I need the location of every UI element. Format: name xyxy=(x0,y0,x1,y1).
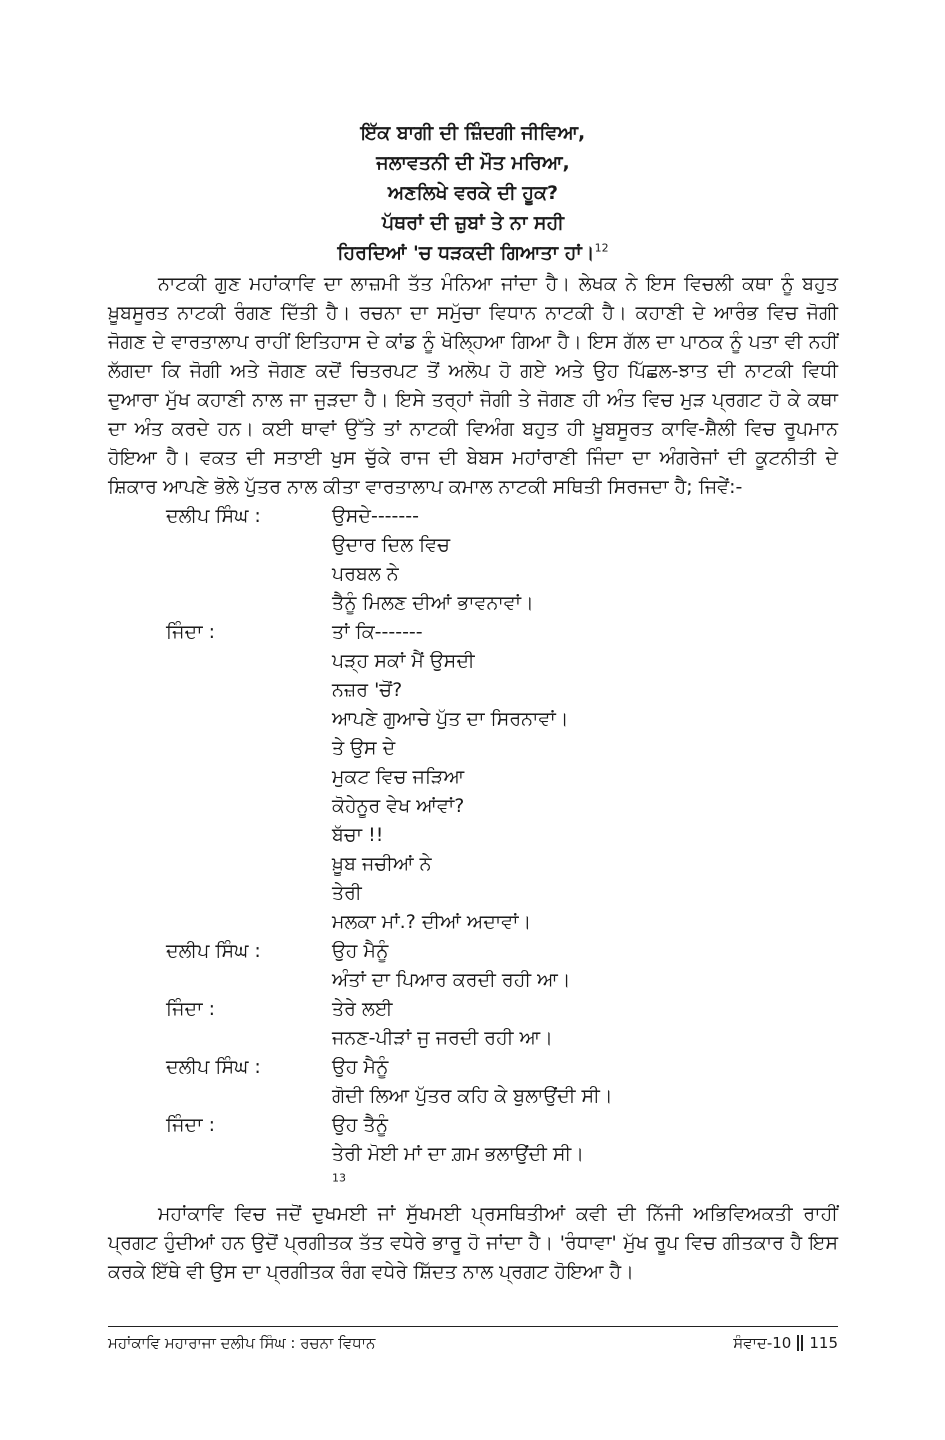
dialogue-line: ਤੇਰੇ ਲਈ xyxy=(332,998,393,1020)
dialogue xyxy=(108,502,838,1198)
running-title: ਮਹਾਂਕਾਵਿ ਮਹਾਰਾਜਾ ਦਲੀਪ ਸਿੰਘ : ਰਚਨਾ ਵਿਧਾਨ xyxy=(108,1334,376,1352)
dialogue-line: ਤੇਰੀ ਮੋਈ ਮਾਂ ਦਾ ਗ਼ਮ ਭਲਾਉਂਦੀ ਸੀ। xyxy=(332,1143,585,1165)
dialogue-turn xyxy=(108,937,838,995)
paragraph: ਮਹਾਂਕਾਵਿ ਵਿਚ ਜਦੋਂ ਦੁਖਮਈ ਜਾਂ ਸੁੱਖਮਈ ਪ੍ਰਸਥਿਤੀਆਂ ਕਵੀ ਦੀ ਨਿੱਜੀ ਅਭਿਵਿਅਕਤੀ ਰਾਹੀਂ ਪ੍ਰਗਟ ਹੁੰਦੀਆਂ ਹਨ ਉਦੋਂ ਪ੍ਰਗੀਤਕ ਤੱਤ ਵਧੇਰੇ ਭਾਰੂ ਹੋ ਜਾਂਦਾ ਹੈ। 'ਰੰਧਾਵਾ' ਮੁੱਖ ਰੂਪ ਵਿਚ ਗੀਤਕਾਰ ਹੈ ਇਸ ਕਰਕੇ ਇੱਥੇ ਵੀ ਉਸ ਦਾ ਪ੍ਰਗੀਤਕ ਰੰਗ ਵਧੇਰੇ ਸ਼ਿੱਦਤ ਨਾਲ ਪ੍ਰਗਟ ਹੋਇਆ ਹੈ। xyxy=(108,1203,838,1283)
dialogue-line: ਤੈਨੂੰ ਮਿਲਣ ਦੀਆਂ ਭਾਵਨਾਵਾਂ। xyxy=(332,592,534,614)
footnote-marker: 13 xyxy=(332,1171,346,1185)
paragraph: ਨਾਟਕੀ ਗੁਣ ਮਹਾਂਕਾਵਿ ਦਾ ਲਾਜ਼ਮੀ ਤੱਤ ਮੰਨਿਆ ਜਾਂਦਾ ਹੈ। ਲੇਖਕ ਨੇ ਇਸ ਵਿਚਲੀ ਕਥਾ ਨੂੰ ਬਹੁਤ ਖ਼ੂਬਸੂਰਤ ਨਾਟਕੀ ਰੰਗਣ ਦਿੱਤੀ ਹੈ। ਰਚਨਾ ਦਾ ਸਮੁੱਚਾ ਵਿਧਾਨ ਨਾਟਕੀ ਹੈ। ਕਹਾਣੀ ਦੇ ਆਰੰਭ ਵਿਚ ਜੋਗੀ ਜੋਗਣ ਦੇ ਵਾਰਤਾਲਾਪ ਰਾਹੀਂ ਇਤਿਹਾਸ ਦੇ ਕਾਂਡ ਨੂੰ ਖੋਲ੍ਹਿਆ ਗਿਆ ਹੈ। ਇਸ ਗੱਲ ਦਾ ਪਾਠਕ ਨੂੰ ਪਤਾ ਵੀ ਨਹੀਂ ਲੱਗਦਾ ਕਿ ਜੋਗੀ ਅਤੇ ਜੋਗਣ ਕਦੋਂ ਚਿਤਰਪਟ ਤੋਂ ਅਲੋਪ ਹੋ ਗਏ ਅਤੇ ਉਹ ਪਿੱਛਲ-ਝਾਤ ਦੀ ਨਾਟਕੀ ਵਿਧੀ ਦੁਆਰਾ ਮੁੱਖ ਕਹਾਣੀ ਨਾਲ ਜਾ ਜੁੜਦਾ ਹੈ। ਇਸੇ ਤਰ੍ਹਾਂ ਜੋਗੀ ਤੇ ਜੋਗਣ ਹੀ ਅੰਤ ਵਿਚ ਮੁੜ ਪ੍ਰਗਟ ਹੋ ਕੇ ਕਥਾ ਦਾ ਅੰਤ ਕਰਦੇ ਹਨ। ਕਈ ਥਾਵਾਂ ਉੱਤੇ ਤਾਂ ਨਾਟਕੀ ਵਿਅੰਗ ਬਹੁਤ ਹੀ ਖ਼ੂਬਸੂਰਤ ਕਾਵਿ-ਸ਼ੈਲੀ ਵਿਚ ਰੂਪਮਾਨ ਹੋਇਆ ਹੈ। ਵਕਤ ਦੀ ਸਤਾਈ ਖੁਸ ਚੁੱਕੇ ਰਾਜ ਦੀ ਬੇਬਸ ਮਹਾਂਰਾਣੀ ਜਿੰਦਾ ਦਾ ਅੰਗਰੇਜਾਂ ਦੀ ਕੂਟਨੀਤੀ ਦੇ ਸ਼ਿਕਾਰ ਆਪਣੇ ਭੋਲੇ ਪੁੱਤਰ ਨਾਲ ਕੀਤਾ ਵਾਰਤਾਲਾਪ ਕਮਾਲ ਨਾਟਕੀ ਸਥਿਤੀ ਸਿਰਜਦਾ ਹੈ; ਜਿਵੇਂ:- xyxy=(108,273,838,498)
speaker: ਜਿੰਦਾ : xyxy=(166,1114,215,1136)
dialogue-line: ਉਹ ਮੈਨੂੰ xyxy=(332,940,389,962)
footnote-marker: 12 xyxy=(594,241,609,255)
page-body xyxy=(108,118,838,1287)
page-footer xyxy=(108,1326,838,1355)
dialogue-line-last xyxy=(332,1140,838,1198)
dialogue-line: ਤਾਂ ਕਿ------- xyxy=(332,621,423,643)
folio xyxy=(733,1331,838,1355)
poem-line-last xyxy=(108,238,838,268)
dialogue-line: ਮਲਕਾ ਮਾਂ.? ਦੀਆਂ ਅਦਾਵਾਂ। xyxy=(332,911,532,933)
speaker: ਦਲੀਪ ਸਿੰਘ : xyxy=(166,1056,261,1078)
poem-line: ਪੱਥਰਾਂ ਦੀ ਜ਼ੁਬਾਂ ਤੇ ਨਾ ਸਹੀ xyxy=(382,212,564,234)
speaker: ਦਲੀਪ ਸਿੰਘ : xyxy=(166,940,261,962)
dialogue-line: ਮੁਕਟ ਵਿਚ ਜੜਿਆ xyxy=(332,766,465,788)
speaker: ਜਿੰਦਾ : xyxy=(166,621,215,643)
dialogue-line: ਆਪਣੇ ਗੁਆਚੇ ਪੁੱਤ ਦਾ ਸਿਰਨਾਵਾਂ। xyxy=(332,708,569,730)
poem-line: ਇੱਕ ਬਾਗੀ ਦੀ ਜ਼ਿੰਦਗੀ ਜੀਵਿਆ, xyxy=(360,122,586,144)
dialogue-line: ਤੇ ਉਸ ਦੇ xyxy=(332,737,396,759)
speaker: ਜਿੰਦਾ : xyxy=(166,998,215,1020)
dialogue-line: ਪਰਬਲ ਨੇ xyxy=(332,563,399,585)
poem-line: ਜਲਾਵਤਨੀ ਦੀ ਮੌਤ ਮਰਿਆ, xyxy=(376,152,570,174)
journal-name: ਸੰਵਾਦ-10 xyxy=(733,1334,792,1352)
dialogue-line: ਤੇਰੀ xyxy=(332,882,362,904)
page-number: 115 xyxy=(809,1334,838,1352)
dialogue-line: ਖ਼ੂਬ ਜਚੀਆਂ ਨੇ xyxy=(332,853,432,875)
dialogue-line: ਉਦਾਰ ਦਿਲ ਵਿਚ xyxy=(332,534,450,556)
dialogue-line: ਬੱਚਾ !! xyxy=(332,824,384,846)
dialogue-turn xyxy=(108,502,838,618)
epigraph-poem xyxy=(108,118,838,268)
dialogue-line: ਨਜ਼ਰ 'ਚੋਂ? xyxy=(332,679,403,701)
separator-bars-icon xyxy=(797,1335,803,1351)
dialogue-line: ਪੜ੍ਹ ਸਕਾਂ ਮੈਂ ਉਸਦੀ xyxy=(332,650,475,672)
dialogue-line: ਕੋਹੇਨੂਰ ਵੇਖ ਆਂਵਾਂ? xyxy=(332,795,465,817)
dialogue-line: ਜਨਣ-ਪੀੜਾਂ ਜੁ ਜਰਦੀ ਰਹੀ ਆ। xyxy=(332,1027,553,1049)
dialogue-turn xyxy=(108,995,838,1053)
dialogue-line: ਉਹ ਮੈਨੂੰ xyxy=(332,1056,389,1078)
poem-line: ਹਿਰਦਿਆਂ 'ਚ ਧੜਕਦੀ ਗਿਆਤਾ ਹਾਂ। xyxy=(337,242,595,264)
speaker: ਦਲੀਪ ਸਿੰਘ : xyxy=(166,505,261,527)
dialogue-line: ਗੋਦੀ ਲਿਆ ਪੁੱਤਰ ਕਹਿ ਕੇ ਬੁਲਾਉਂਦੀ ਸੀ। xyxy=(332,1085,613,1107)
dialogue-turn xyxy=(108,618,838,937)
dialogue-line: ਉਸਦੇ------- xyxy=(332,505,419,527)
dialogue-turn xyxy=(108,1053,838,1111)
poem-line: ਅਣਲਿਖੇ ਵਰਕੇ ਦੀ ਹੂਕ? xyxy=(387,182,559,204)
dialogue-turn xyxy=(108,1111,838,1198)
dialogue-line: ਅੰਤਾਂ ਦਾ ਪਿਆਰ ਕਰਦੀ ਰਹੀ ਆ। xyxy=(332,969,571,991)
dialogue-line: ਉਹ ਤੈਨੂੰ xyxy=(332,1114,388,1136)
